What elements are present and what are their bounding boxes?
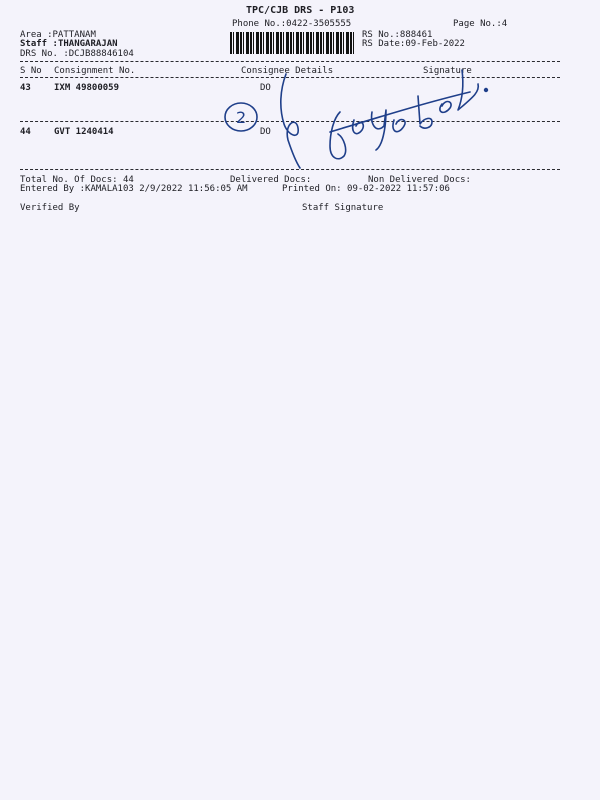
rs-number: RS No.:888461 — [362, 30, 433, 40]
signature-dot — [485, 89, 488, 92]
staff-name: THANGARAJAN — [57, 39, 118, 49]
row-consignee: DO — [260, 127, 271, 137]
signature-l-stroke — [458, 70, 478, 110]
verified-by-label: Verified By — [20, 203, 80, 213]
circled-number-ring — [225, 103, 257, 131]
barcode — [230, 32, 354, 54]
divider-line — [20, 77, 560, 78]
drs-number: DRS No. :DCJB88846104 — [20, 49, 134, 59]
divider-line — [20, 61, 560, 62]
signature-a3-stroke — [440, 102, 451, 113]
page-number: Page No.:4 — [453, 19, 508, 29]
signature-j-stroke — [330, 112, 346, 159]
column-header-signature: Signature — [423, 66, 472, 76]
column-header-consignment: Consignment No. — [54, 66, 136, 76]
row-consignee: DO — [260, 83, 271, 93]
divider-line — [20, 121, 560, 122]
row-consignment: GVT 1240414 — [54, 127, 114, 137]
row-consignment: IXM 49800059 — [54, 83, 120, 93]
signature-b-stroke — [418, 96, 432, 128]
divider-line — [20, 169, 560, 170]
rs-date: RS Date:09-Feb-2022 — [362, 39, 465, 49]
signature-y-stroke — [372, 110, 386, 150]
area-field: Area :PATTANAM — [20, 30, 96, 40]
staff-label: Staff : — [20, 39, 58, 49]
staff-signature-label: Staff Signature — [302, 203, 384, 213]
staff-field — [20, 40, 118, 49]
printed-on: Printed On: 09-02-2022 11:57:06 — [282, 184, 450, 194]
total-docs: Total No. Of Docs: 44 — [20, 175, 134, 185]
signature-a-stroke — [353, 120, 364, 134]
column-header-sno: S No — [20, 66, 42, 76]
document-title: TPC/CJB DRS - P103 — [246, 5, 355, 16]
phone-number: Phone No.:0422-3505555 — [232, 19, 352, 29]
row-sno: 43 — [20, 83, 31, 93]
circled-number: 2 — [236, 108, 247, 127]
column-header-consignee: Consignee Details — [241, 66, 334, 76]
signature-underline-stroke — [330, 92, 470, 132]
delivered-docs: Delivered Docs: — [230, 175, 312, 185]
non-delivered-docs: Non Delivered Docs: — [368, 175, 471, 185]
row-sno: 44 — [20, 127, 31, 137]
entered-by: Entered By :KAMALA103 2/9/2022 11:56:05 AM — [20, 184, 248, 194]
